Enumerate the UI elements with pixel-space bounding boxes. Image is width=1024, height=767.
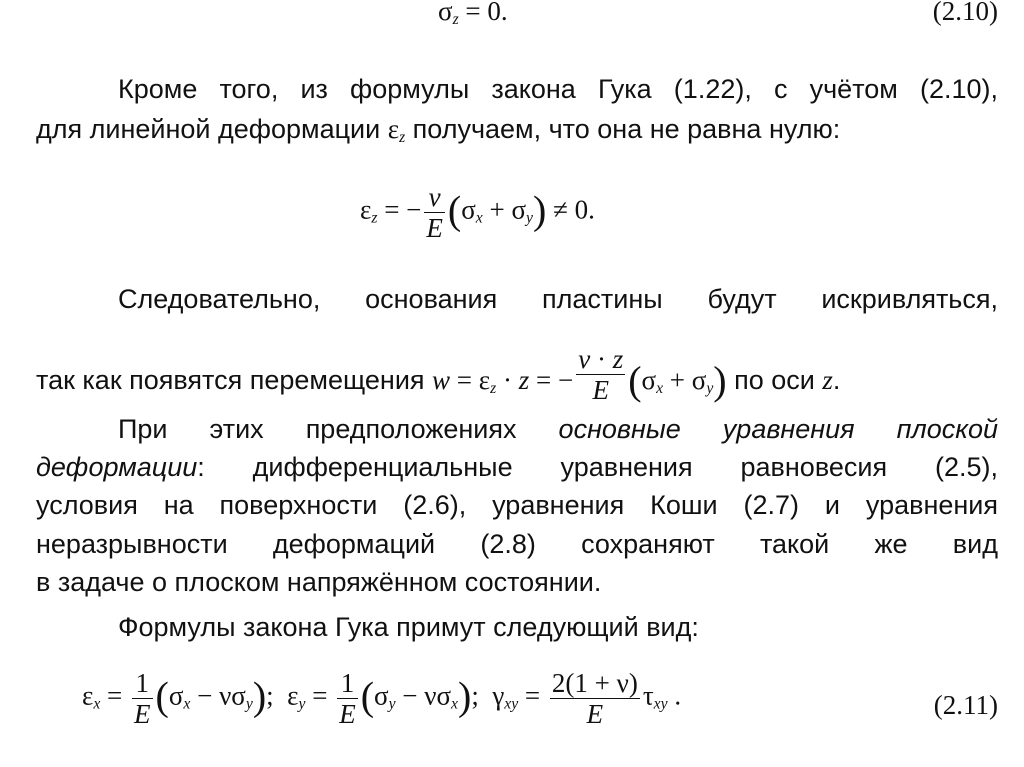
epsilon-z-symbol: $\varepsilon_z$	[387, 114, 406, 146]
paragraph-4-line-1: Формулы закона Гука примут следующий вид:	[118, 612, 699, 642]
equation-2-11: $\varepsilon_x$ = $\frac{1}{E}$ $(\sigma_x - \nu\sigma_y)$; $\varepsilon_y$ = $\frac{1}{E}$ $(\sigma_y - \nu\sigma_x)$; $\gamma_{xy}$ = $\frac{2(1 + \nu)}{E}$ $\tau_{xy}$ .	[82, 668, 682, 729]
paragraph-3-line-2: деформации: дифференциальные уравнения равновесия (2.5),	[36, 452, 998, 482]
paragraph-3-line-4: неразрывности деформаций (2.8) сохраняют такой же вид	[36, 529, 998, 559]
paragraph-1-line-1: Кроме того, из формулы закона Гука (1.22), с учётом (2.10),	[118, 74, 998, 104]
axis-z-symbol: z	[822, 365, 833, 395]
equation-number-2-10: (2.10)	[932, 0, 998, 26]
equation-epsilon-z: $\varepsilon_z$ = − $\frac{\nu}{E}$ $(\sigma_x + \sigma_y) \ne 0$.	[360, 182, 595, 243]
paragraph-2-line-2: так как появятся перемещения $w = \varepsilon_z \cdot z$ = − $\frac{\nu \cdot z}{E}$ $(\sigma_x + \sigma_y)$ по оси z.	[36, 344, 841, 405]
paragraph-3-line-5: в задаче о плоском напряжённом состоянии.	[36, 567, 602, 597]
equation-number-2-11: (2.11)	[933, 690, 998, 720]
paragraph-3-line-1: При этих предположениях основные уравнения плоской	[118, 414, 999, 444]
displacement-formula: $w = \varepsilon_z \cdot z$ = − $\frac{\nu \cdot z}{E}$ $(\sigma_x + \sigma_y)$	[432, 344, 727, 405]
paragraph-2-line-1: Следовательно, основания пластины будут искривляться,	[118, 284, 998, 314]
equation-2-10: $\sigma_z = 0$.	[438, 0, 508, 28]
paragraph-1-line-2: для линейной деформации $\varepsilon_z$ получаем, что она не равна нулю:	[36, 114, 841, 146]
paragraph-3-line-3: условия на поверхности (2.6), уравнения Коши (2.7) и уравнения	[36, 490, 998, 520]
